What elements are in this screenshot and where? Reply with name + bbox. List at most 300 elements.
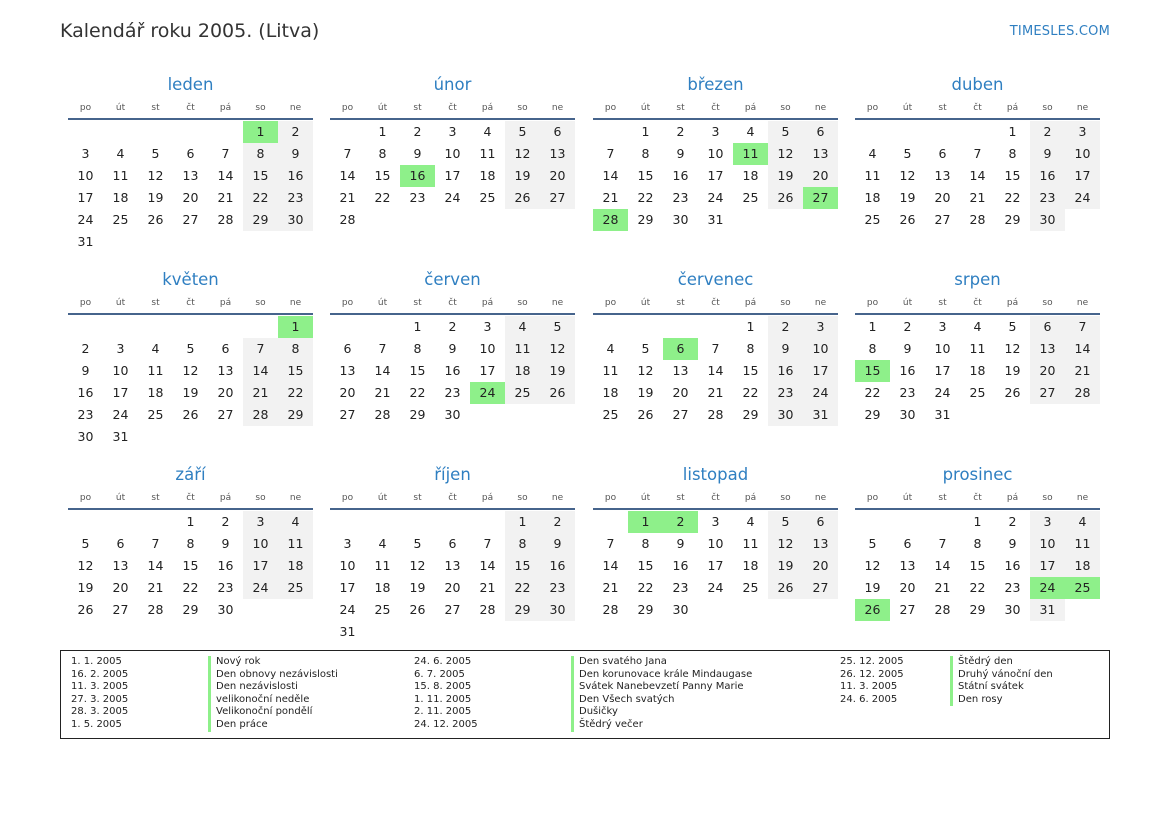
day-cell: 1: [973, 514, 982, 529]
weekday-label: ne: [814, 103, 827, 113]
weekday-header: [593, 293, 838, 315]
empty-cell: [68, 511, 103, 533]
day-cell: 5: [413, 536, 422, 551]
month-únor: [330, 73, 575, 231]
day-cell: 15: [278, 360, 313, 382]
day-cell: 6: [1030, 316, 1065, 338]
day-cell: 23: [899, 385, 916, 400]
day-cell: 12: [147, 168, 164, 183]
empty-cell: [68, 121, 103, 143]
day-cell: 8: [186, 536, 195, 551]
holiday-day-cell: 24: [470, 382, 505, 404]
day-cell: 25: [374, 602, 391, 617]
weekday-label: ne: [1076, 103, 1089, 113]
weekday-label: čt: [448, 493, 457, 503]
empty-cell: [593, 511, 628, 533]
day-cell: 12: [182, 363, 199, 378]
day-cell: 4: [868, 146, 877, 161]
day-cell: 19: [768, 165, 803, 187]
holiday-legend: [60, 650, 1110, 739]
day-cell: 11: [505, 338, 540, 360]
weekday-label: po: [604, 298, 617, 308]
day-cell: 17: [77, 190, 94, 205]
day-grid: [593, 121, 838, 231]
day-grid: [593, 316, 838, 426]
legend-date: 1. 5. 2005: [71, 718, 122, 730]
legend-date: 6. 7. 2005: [414, 668, 465, 680]
weekday-label: út: [115, 103, 126, 113]
day-cell: 25: [505, 382, 540, 404]
empty-cell: [330, 121, 365, 143]
weekday-label: so: [255, 493, 266, 503]
day-cell: 7: [938, 536, 947, 551]
day-cell: 20: [803, 165, 838, 187]
weekday-label: pá: [1006, 103, 1019, 113]
day-cell: 18: [505, 360, 540, 382]
day-cell: 14: [374, 363, 391, 378]
day-cell: 9: [676, 146, 685, 161]
day-cell: 5: [1008, 319, 1017, 334]
day-cell: 20: [803, 555, 838, 577]
day-cell: 5: [505, 121, 540, 143]
day-cell: 20: [672, 385, 689, 400]
day-cell: 11: [479, 146, 496, 161]
legend-date: 1. 1. 2005: [71, 656, 122, 667]
weekday-label: čt: [973, 103, 982, 113]
day-cell: 24: [444, 190, 461, 205]
weekday-label: čt: [711, 493, 720, 503]
weekday-label: út: [377, 298, 388, 308]
weekday-label: út: [377, 103, 388, 113]
day-cell: 23: [540, 577, 575, 599]
holiday-day-cell: 1: [278, 316, 313, 338]
month-name: říjen: [434, 465, 471, 484]
day-cell: 6: [540, 121, 575, 143]
day-cell: 7: [483, 536, 492, 551]
day-cell: 1: [186, 514, 195, 529]
day-cell: 9: [413, 146, 422, 161]
legend-date: 11. 3. 2005: [840, 681, 898, 693]
day-cell: 18: [969, 363, 986, 378]
day-cell: 29: [243, 209, 278, 231]
legend-holiday-name: Nový rok: [208, 656, 338, 669]
month-červen: [330, 268, 575, 426]
empty-cell: [173, 316, 208, 338]
legend-date: 26. 12. 2005: [840, 668, 904, 680]
day-cell: 11: [864, 168, 881, 183]
day-cell: 12: [505, 143, 540, 165]
legend-date: 1. 11. 2005: [414, 693, 472, 705]
legend-holiday-name: Státní svátek: [950, 681, 1053, 694]
day-cell: 10: [1065, 143, 1100, 165]
empty-cell: [925, 121, 960, 143]
month-červenec: [593, 268, 838, 426]
page-title: Kalendář roku 2005. (Litva): [60, 20, 320, 42]
day-cell: 13: [803, 533, 838, 555]
day-cell: 21: [969, 190, 986, 205]
month-name: červenec: [677, 270, 754, 289]
day-grid: [330, 511, 575, 643]
day-cell: 27: [899, 602, 916, 617]
weekday-header: [593, 98, 838, 120]
day-cell: 3: [711, 514, 720, 529]
empty-cell: [208, 316, 243, 338]
day-cell: 22: [374, 190, 391, 205]
weekday-label: so: [1042, 298, 1053, 308]
day-cell: 5: [768, 511, 803, 533]
weekday-label: út: [115, 493, 126, 503]
day-cell: 15: [374, 168, 391, 183]
weekday-label: po: [79, 493, 92, 503]
month-name: leden: [167, 75, 214, 94]
day-cell: 13: [444, 558, 461, 573]
month-květen: [68, 268, 313, 448]
day-grid: [855, 511, 1100, 621]
empty-cell: [330, 511, 365, 533]
day-cell: 2: [1030, 121, 1065, 143]
day-cell: 22: [1004, 190, 1021, 205]
weekday-label: st: [151, 493, 160, 503]
weekday-label: po: [341, 493, 354, 503]
day-cell: 7: [378, 341, 387, 356]
day-cell: 18: [602, 385, 619, 400]
weekday-label: st: [151, 298, 160, 308]
day-cell: 14: [969, 168, 986, 183]
day-cell: 9: [1030, 143, 1065, 165]
day-cell: 25: [742, 580, 759, 595]
day-cell: 6: [221, 341, 230, 356]
day-cell: 20: [112, 580, 129, 595]
day-cell: 19: [409, 580, 426, 595]
day-cell: 8: [868, 341, 877, 356]
day-cell: 26: [1004, 385, 1021, 400]
empty-cell: [208, 121, 243, 143]
day-cell: 22: [182, 580, 199, 595]
empty-cell: [138, 121, 173, 143]
day-cell: 18: [1065, 555, 1100, 577]
day-cell: 28: [243, 404, 278, 426]
legend-holiday-name: Dušičky: [571, 706, 752, 719]
day-cell: 28: [339, 212, 356, 227]
day-cell: 31: [803, 404, 838, 426]
day-cell: 7: [243, 338, 278, 360]
holiday-day-cell: 15: [855, 360, 890, 382]
day-cell: 5: [903, 146, 912, 161]
weekday-label: ne: [289, 493, 302, 503]
day-cell: 13: [803, 143, 838, 165]
holiday-day-cell: 6: [663, 338, 698, 360]
day-cell: 26: [182, 407, 199, 422]
legend-dates-col-1: [71, 656, 128, 732]
day-cell: 14: [479, 558, 496, 573]
weekday-label: po: [866, 493, 879, 503]
weekday-label: út: [640, 493, 651, 503]
weekday-label: pá: [481, 103, 494, 113]
day-cell: 26: [637, 407, 654, 422]
day-cell: 10: [243, 533, 278, 555]
day-cell: 10: [112, 363, 129, 378]
day-cell: 16: [77, 385, 94, 400]
day-cell: 25: [278, 577, 313, 599]
day-cell: 26: [768, 187, 803, 209]
weekday-label: čt: [711, 103, 720, 113]
day-cell: 6: [448, 536, 457, 551]
day-grid: [855, 316, 1100, 426]
holiday-day-cell: 1: [628, 511, 663, 533]
day-cell: 14: [217, 168, 234, 183]
day-cell: 18: [112, 190, 129, 205]
month-name: srpen: [954, 270, 1001, 289]
legend-holiday-name: Den Všech svatých: [571, 694, 752, 707]
day-cell: 12: [899, 168, 916, 183]
day-cell: 14: [602, 168, 619, 183]
day-cell: 21: [479, 580, 496, 595]
day-cell: 3: [448, 124, 457, 139]
empty-cell: [435, 511, 470, 533]
day-cell: 13: [217, 363, 234, 378]
day-cell: 24: [243, 577, 278, 599]
month-listopad: [593, 463, 838, 621]
weekday-label: ne: [551, 298, 564, 308]
day-cell: 20: [444, 580, 461, 595]
day-cell: 3: [711, 124, 720, 139]
day-cell: 15: [182, 558, 199, 573]
day-cell: 28: [479, 602, 496, 617]
day-cell: 10: [707, 146, 724, 161]
weekday-label: st: [676, 103, 685, 113]
day-cell: 13: [540, 143, 575, 165]
day-cell: 12: [864, 558, 881, 573]
day-cell: 23: [444, 385, 461, 400]
day-cell: 16: [278, 165, 313, 187]
weekday-header: [855, 98, 1100, 120]
weekday-label: so: [780, 493, 791, 503]
day-cell: 31: [77, 234, 94, 249]
day-cell: 17: [707, 168, 724, 183]
day-cell: 17: [1030, 555, 1065, 577]
day-cell: 21: [707, 385, 724, 400]
weekday-label: st: [413, 493, 422, 503]
day-cell: 31: [934, 407, 951, 422]
day-cell: 21: [147, 580, 164, 595]
legend-date: 16. 2. 2005: [71, 668, 129, 680]
day-cell: 12: [77, 558, 94, 573]
day-cell: 16: [672, 168, 689, 183]
day-cell: 27: [934, 212, 951, 227]
day-cell: 17: [444, 168, 461, 183]
day-cell: 5: [151, 146, 160, 161]
day-cell: 30: [278, 209, 313, 231]
day-cell: 23: [768, 382, 803, 404]
day-cell: 9: [676, 536, 685, 551]
weekday-header: [330, 98, 575, 120]
day-cell: 21: [374, 385, 391, 400]
empty-cell: [138, 511, 173, 533]
day-cell: 2: [81, 341, 90, 356]
day-cell: 21: [602, 190, 619, 205]
day-cell: 12: [1004, 341, 1021, 356]
day-cell: 10: [444, 146, 461, 161]
weekday-label: pá: [481, 493, 494, 503]
day-cell: 14: [602, 558, 619, 573]
day-cell: 15: [742, 363, 759, 378]
day-cell: 15: [637, 558, 654, 573]
day-cell: 23: [1030, 187, 1065, 209]
day-cell: 9: [278, 143, 313, 165]
day-cell: 4: [746, 514, 755, 529]
day-cell: 7: [343, 146, 352, 161]
legend-date: 28. 3. 2005: [71, 706, 129, 718]
day-cell: 2: [1008, 514, 1017, 529]
day-cell: 23: [278, 187, 313, 209]
day-cell: 22: [637, 190, 654, 205]
day-cell: 3: [116, 341, 125, 356]
day-cell: 22: [278, 382, 313, 404]
day-cell: 18: [742, 168, 759, 183]
empty-cell: [330, 316, 365, 338]
weekday-label: čt: [186, 103, 195, 113]
day-cell: 14: [339, 168, 356, 183]
day-cell: 6: [938, 146, 947, 161]
month-name: září: [175, 465, 206, 484]
empty-cell: [890, 121, 925, 143]
day-cell: 25: [864, 212, 881, 227]
day-cell: 14: [707, 363, 724, 378]
day-cell: 16: [217, 558, 234, 573]
day-cell: 11: [147, 363, 164, 378]
month-name: duben: [951, 75, 1004, 94]
day-cell: 27: [1030, 382, 1065, 404]
day-cell: 30: [672, 212, 689, 227]
day-cell: 1: [641, 124, 650, 139]
day-cell: 19: [77, 580, 94, 595]
day-cell: 9: [81, 363, 90, 378]
day-cell: 6: [803, 511, 838, 533]
day-cell: 16: [540, 555, 575, 577]
day-cell: 5: [81, 536, 90, 551]
day-cell: 6: [903, 536, 912, 551]
day-cell: 31: [112, 429, 129, 444]
weekday-label: pá: [481, 298, 494, 308]
day-cell: 13: [899, 558, 916, 573]
day-cell: 27: [182, 212, 199, 227]
holiday-day-cell: 11: [733, 143, 768, 165]
day-cell: 10: [479, 341, 496, 356]
weekday-header: [855, 293, 1100, 315]
weekday-label: st: [413, 298, 422, 308]
legend-holiday-name: Den nezávislosti: [208, 681, 338, 694]
day-cell: 19: [864, 580, 881, 595]
weekday-header: [68, 488, 313, 510]
day-cell: 2: [221, 514, 230, 529]
weekday-header: [593, 488, 838, 510]
day-cell: 26: [409, 602, 426, 617]
day-cell: 2: [903, 319, 912, 334]
day-cell: 27: [217, 407, 234, 422]
weekday-label: čt: [973, 298, 982, 308]
day-cell: 30: [672, 602, 689, 617]
day-cell: 4: [505, 316, 540, 338]
legend-date: 2. 11. 2005: [414, 706, 472, 718]
day-cell: 20: [217, 385, 234, 400]
day-cell: 28: [934, 602, 951, 617]
day-cell: 22: [243, 187, 278, 209]
empty-cell: [243, 316, 278, 338]
day-cell: 12: [768, 533, 803, 555]
empty-cell: [103, 511, 138, 533]
day-cell: 11: [969, 341, 986, 356]
day-grid: [68, 511, 313, 621]
day-cell: 29: [505, 599, 540, 621]
brand-link[interactable]: TIMESLES.COM: [1009, 24, 1110, 39]
legend-holiday-name: Druhý vánoční den: [950, 669, 1053, 682]
day-cell: 8: [505, 533, 540, 555]
legend-date: 24. 6. 2005: [840, 693, 898, 705]
empty-cell: [855, 121, 890, 143]
day-cell: 23: [1004, 580, 1021, 595]
day-cell: 25: [112, 212, 129, 227]
weekday-label: ne: [814, 493, 827, 503]
empty-cell: [138, 316, 173, 338]
day-cell: 24: [707, 190, 724, 205]
day-cell: 9: [1008, 536, 1017, 551]
day-cell: 22: [409, 385, 426, 400]
day-cell: 10: [803, 338, 838, 360]
day-cell: 1: [746, 319, 755, 334]
day-cell: 1: [413, 319, 422, 334]
day-cell: 26: [147, 212, 164, 227]
day-cell: 17: [1065, 165, 1100, 187]
weekday-label: pá: [744, 493, 757, 503]
day-cell: 4: [378, 536, 387, 551]
weekday-label: st: [676, 493, 685, 503]
day-cell: 15: [969, 558, 986, 573]
day-cell: 26: [768, 577, 803, 599]
weekday-label: ne: [1076, 298, 1089, 308]
day-cell: 17: [803, 360, 838, 382]
day-cell: 24: [112, 407, 129, 422]
day-cell: 27: [803, 577, 838, 599]
day-cell: 22: [742, 385, 759, 400]
day-cell: 21: [243, 382, 278, 404]
day-cell: 28: [602, 602, 619, 617]
legend-holiday-name: Den obnovy nezávislosti: [208, 669, 338, 682]
legend-date: 25. 12. 2005: [840, 656, 904, 667]
day-cell: 29: [409, 407, 426, 422]
day-cell: 30: [1004, 602, 1021, 617]
day-cell: 19: [1004, 363, 1021, 378]
weekday-header: [330, 293, 575, 315]
day-cell: 13: [672, 363, 689, 378]
day-cell: 27: [339, 407, 356, 422]
day-cell: 13: [934, 168, 951, 183]
day-cell: 3: [803, 316, 838, 338]
day-cell: 5: [641, 341, 650, 356]
day-cell: 17: [339, 580, 356, 595]
day-cell: 23: [409, 190, 426, 205]
day-cell: 8: [641, 536, 650, 551]
day-cell: 28: [374, 407, 391, 422]
day-cell: 18: [742, 558, 759, 573]
day-cell: 27: [444, 602, 461, 617]
day-cell: 30: [540, 599, 575, 621]
day-cell: 16: [768, 360, 803, 382]
day-cell: 11: [112, 168, 129, 183]
day-cell: 8: [278, 338, 313, 360]
day-cell: 9: [221, 536, 230, 551]
month-name: březen: [687, 75, 744, 94]
day-cell: 8: [641, 146, 650, 161]
